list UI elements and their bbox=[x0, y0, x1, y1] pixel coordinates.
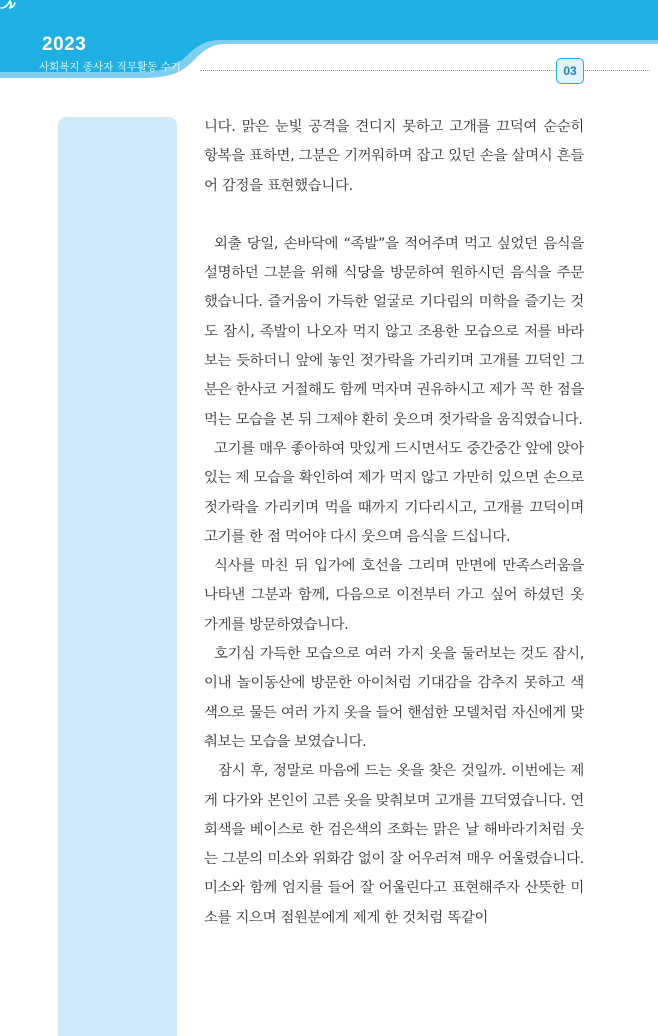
page-number: 03 bbox=[556, 58, 584, 84]
leaf-icon bbox=[0, 0, 16, 10]
paragraph: 고기를 매우 좋아하여 맛있게 드시면서도 중간중간 앞에 앉아있는 제 모습을 확인하여 제가 먹지 않고 가만히 있으면 손으로 젓가락을 가리키며 먹을 때까지 기다리시고, 고개를 끄덕이며 고기를 한 점 먹어야 다시 웃으며 음식을 드십니다. bbox=[204, 440, 584, 545]
brand-subtitle: 사회복지 종사자 직무활동 수기 bbox=[39, 61, 181, 73]
paragraph: 니다. 맑은 눈빛 공격을 견디지 못하고 고개를 끄덕여 순순히 항복을 표하면, 그분은 기꺼워하며 잡고 있던 손을 살며시 흔들어 감정을 표현했습니다. bbox=[204, 119, 584, 194]
sidebar-panel bbox=[58, 117, 177, 1036]
paragraph: 잠시 후, 정말로 마음에 드는 옷을 찾은 것일까. 이번에는 제게 다가와 본인이 고른 옷을 맞춰보며 고개를 끄덕였습니다. 연회색을 베이스로 한 검은색의 조화는 맑은 날 해바라기처럼 웃는 그분의 미소와 위화감 없이 잘 어우러져 매우 어울렸습니다. 미소와 함께 엄지를 들어 잘 어울린다고 표현해주자 산뜻한 미소를 지으며 점원분에게 제게 한 것처럼 똑같이 bbox=[204, 763, 584, 926]
body-text bbox=[204, 113, 584, 933]
brand-year: 2023 bbox=[42, 34, 87, 55]
paragraph: 외출 당일, 손바닥에 “족발”을 적어주며 먹고 싶었던 음식을 설명하던 그분을 위해 식당을 방문하여 원하시던 음식을 주문했습니다. 즐거움이 가득한 얼굴로 기다림의 미학을 즐기는 것도 잠시, 족발이 나오자 먹지 않고 조용한 모습으로 저를 바라보는 듯하더니 앞에 놓인 젓가락을 가리키며 고개를 끄덕인 그분은 한사코 거절해도 함께 먹자며 권유하시고 제가 꼭 한 점을 먹는 모습을 본 뒤 그제야 환히 웃으며 젓가락을 움직였습니다. bbox=[204, 235, 584, 428]
paragraph: 식사를 마친 뒤 입가에 호선을 그리며 만면에 만족스러움을 나타낸 그분과 함께, 다음으로 이전부터 가고 싶어 하셨던 옷 가게를 방문하였습니다. bbox=[204, 558, 584, 633]
page-header bbox=[0, 0, 658, 90]
paragraph: 호기심 가득한 모습으로 여러 가지 옷을 둘러보는 것도 잠시, 이내 놀이동산에 방문한 아이처럼 기대감을 감추지 못하고 색색으로 물든 여러 가지 옷을 들어 핸섬한 모델처럼 자신에게 맞춰보는 모습을 보였습니다. bbox=[204, 646, 584, 750]
